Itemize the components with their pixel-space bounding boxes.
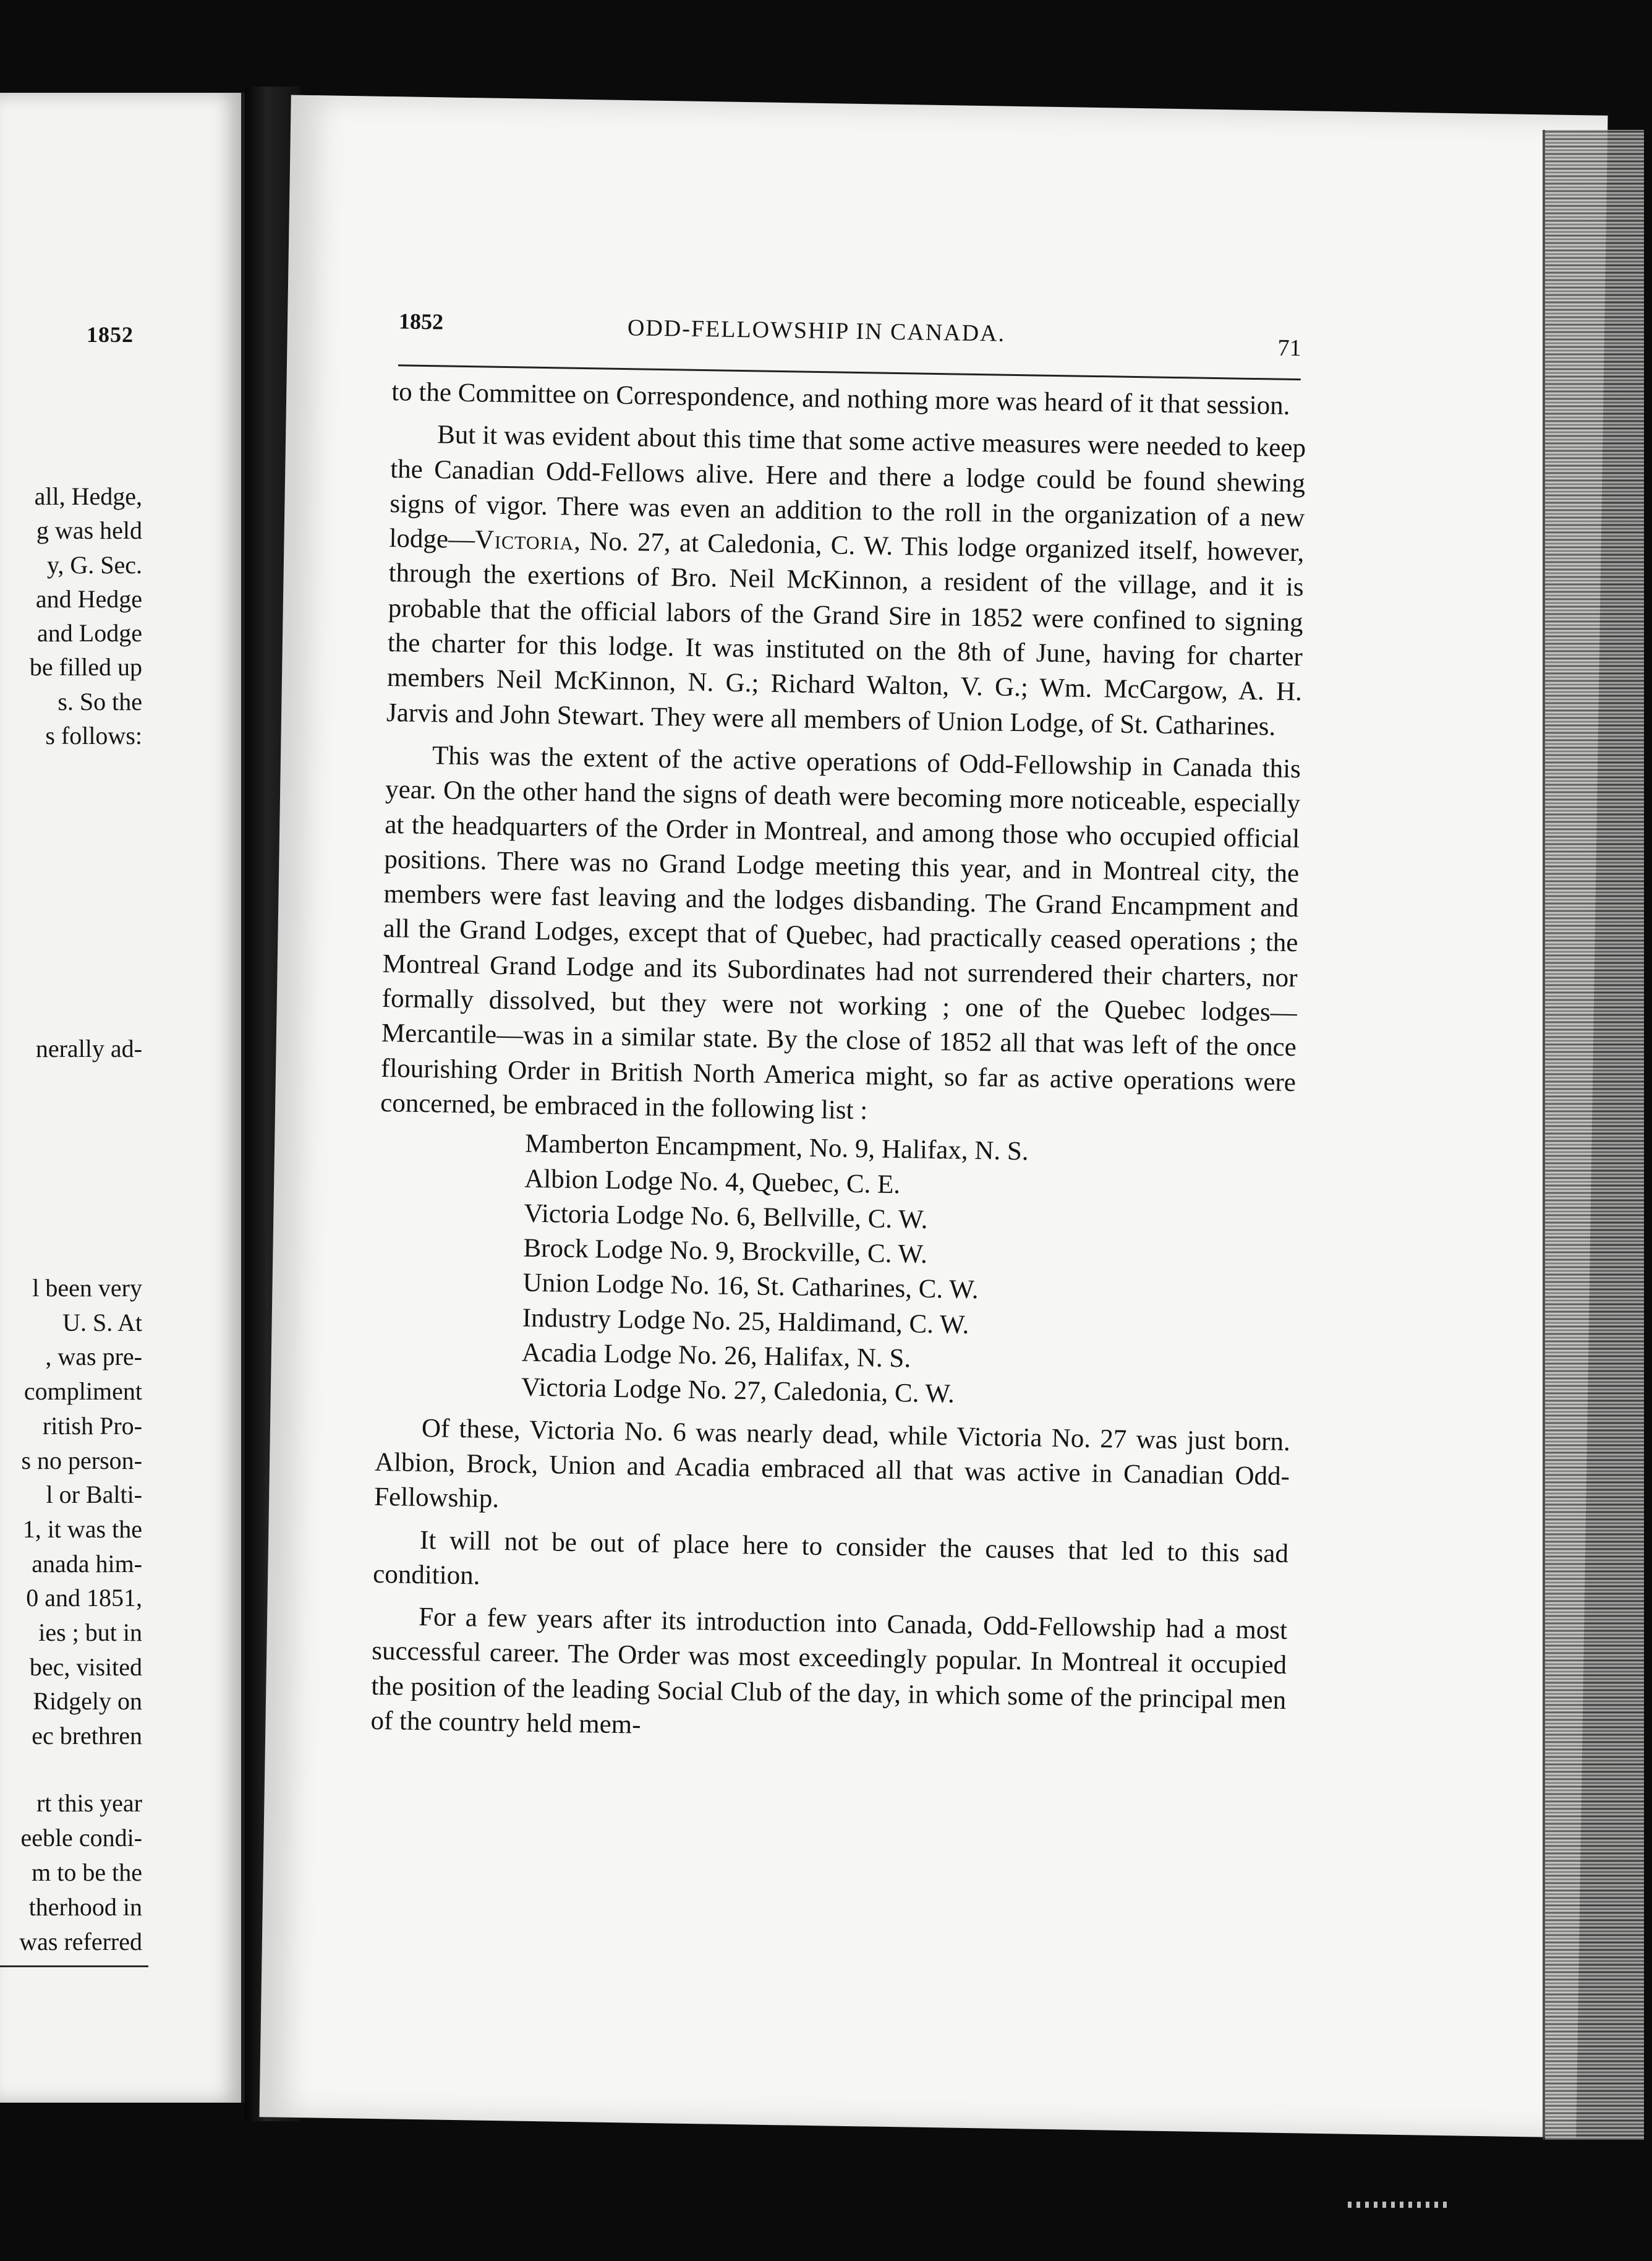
left-page-text-block-d: [19, 1786, 142, 1959]
lodge-list: [521, 1127, 1295, 1417]
left-line: all, Hedge,: [34, 482, 142, 510]
left-line: eeble condi-: [20, 1824, 142, 1852]
left-line: g was held: [36, 516, 142, 545]
left-line: 1, it was the: [22, 1515, 142, 1543]
left-line: ies ; but in: [38, 1618, 142, 1647]
left-line: and Hedge: [35, 584, 142, 613]
left-line: s no person-: [21, 1446, 142, 1474]
left-line: s follows:: [45, 722, 142, 750]
left-line: l or Balti-: [46, 1481, 142, 1509]
left-line: nerally ad-: [35, 1035, 142, 1062]
left-line: therhood in: [28, 1893, 142, 1921]
paragraph-2-part-b: , No. 27, at Caledonia, C. W. This lodge organized itself, however, through the exertions of Bro. Neil McKinnon, a resident of the village, and it is probable that the official labors of the Grand Sire in 1852 were confined to signing the charter for this lodge. It was instituted on the 8th of June, having for charter members Neil McKinnon, N. G.; Richard Walton, V. G.; Wm. McCargow, A. H. Jarvis and John Stewart. They were all members of Union Lodge, of St. Catharines.: [386, 526, 1305, 742]
left-line: s. So the: [57, 687, 142, 716]
left-page-text-block-a: [30, 479, 142, 753]
paragraph-2-part-a: But it was evident about this time that some active measures were needed to keep the Canadian Odd-Fellows alive. Here and there a lodge could be found shewing signs of vigor. There was even an addition to the roll in the organization of a new lodge—: [389, 420, 1306, 555]
list-item: Acadia Lodge No. 26, Halifax, N. S.: [521, 1338, 911, 1374]
left-line: be filled up: [29, 653, 142, 682]
left-line: and Lodge: [37, 619, 142, 648]
left-line: l been very: [32, 1274, 142, 1302]
running-header: [398, 308, 1301, 365]
lodge-name-victoria: Victoria: [474, 525, 574, 556]
paragraph-5: It will not be out of place here to consider the causes that led to this sad condition.: [372, 1525, 1289, 1591]
left-page-rule: [0, 1965, 148, 1967]
paragraph-3: This was the extent of the active operations of Odd-Fellowship in Canada this year. On the other hand the signs of death were becoming more noticeable, especially at the headquarters of the Order in Montreal, and among those who occupied official positions. There was no Grand Lodge meeting this year, and in Montreal city, the members were fast leaving and the lodges disbanding. The Grand Encampment and all the Grand Lodges, except that of Quebec, had practically ceased operations ; the Montreal Grand Lodge and its Subordinates had not surrendered their charters, nor formally dissolved, but they were not working ; one of the Quebec lodges—Mercantile—was in a similar state. By the close of 1852 all that was left of the once flourishing Order in British North America might, so far as active operations were concerned, be embraced in the following list :: [380, 741, 1301, 1126]
left-page-year: 1852: [87, 322, 134, 347]
left-line: ec brethren: [32, 1722, 142, 1750]
main-page: [259, 95, 1607, 2137]
left-line: rt this year: [36, 1789, 142, 1817]
list-item: Industry Lodge No. 25, Haldimand, C. W.: [522, 1303, 969, 1340]
list-item: Victoria Lodge No. 27, Caledonia, C. W.: [521, 1372, 955, 1409]
left-line: ritish Pro-: [42, 1411, 142, 1440]
paragraph-6: For a few years after its introduction into Canada, Odd-Fellowship had a most successful career. The Order was most exceedingly popular. In Montreal it occupied the position of the leading Social Club of the day, in which some of the principal men of the country held mem-: [370, 1602, 1288, 1740]
left-line: 0 and 1851,: [26, 1584, 142, 1612]
header-year: 1852: [398, 309, 444, 335]
list-item: Victoria Lodge No. 6, Bellville, C. W.: [524, 1199, 928, 1234]
left-line: was referred: [19, 1928, 142, 1955]
left-facing-page: [0, 93, 245, 2103]
list-item: Albion Lodge No. 4, Quebec, C. E.: [524, 1164, 901, 1199]
left-line: bec, visited: [29, 1652, 142, 1681]
list-item: Brock Lodge No. 9, Brockville, C. W.: [523, 1233, 928, 1269]
paragraph-2: [386, 417, 1306, 745]
left-line: compliment: [23, 1377, 142, 1406]
left-line: , was pre-: [45, 1343, 142, 1371]
paragraph-1: to the Committee on Correspondence, and nothing more was heard of it that session.: [391, 377, 1290, 421]
page-number: 71: [1277, 335, 1301, 362]
page-stack-edge: [1543, 130, 1644, 2140]
left-line: Ridgely on: [33, 1687, 142, 1716]
list-item: Union Lodge No. 16, St. Catharines, C. W.: [522, 1268, 979, 1305]
left-line: U. S. At: [62, 1308, 142, 1336]
body-text: [370, 375, 1306, 1753]
paragraph-4: Of these, Victoria No. 6 was nearly dead, while Victoria No. 27 was just born. Albion, Brock, Union and Acadia embraced all that was active in Canadian Odd-Fellowship.: [373, 1413, 1291, 1514]
header-title: ODD-FELLOWSHIP IN CANADA.: [627, 315, 1006, 347]
list-item: Mamberton Encampment, No. 9, Halifax, N. S.: [524, 1129, 1029, 1166]
left-page-text-block-b: [36, 1032, 142, 1066]
left-line: anada him-: [32, 1549, 142, 1578]
scan-artifact: [1348, 2202, 1447, 2208]
left-line: y, G. Sec.: [46, 550, 142, 579]
left-line: m to be the: [32, 1858, 142, 1886]
left-page-text-block-c: [21, 1271, 142, 1753]
